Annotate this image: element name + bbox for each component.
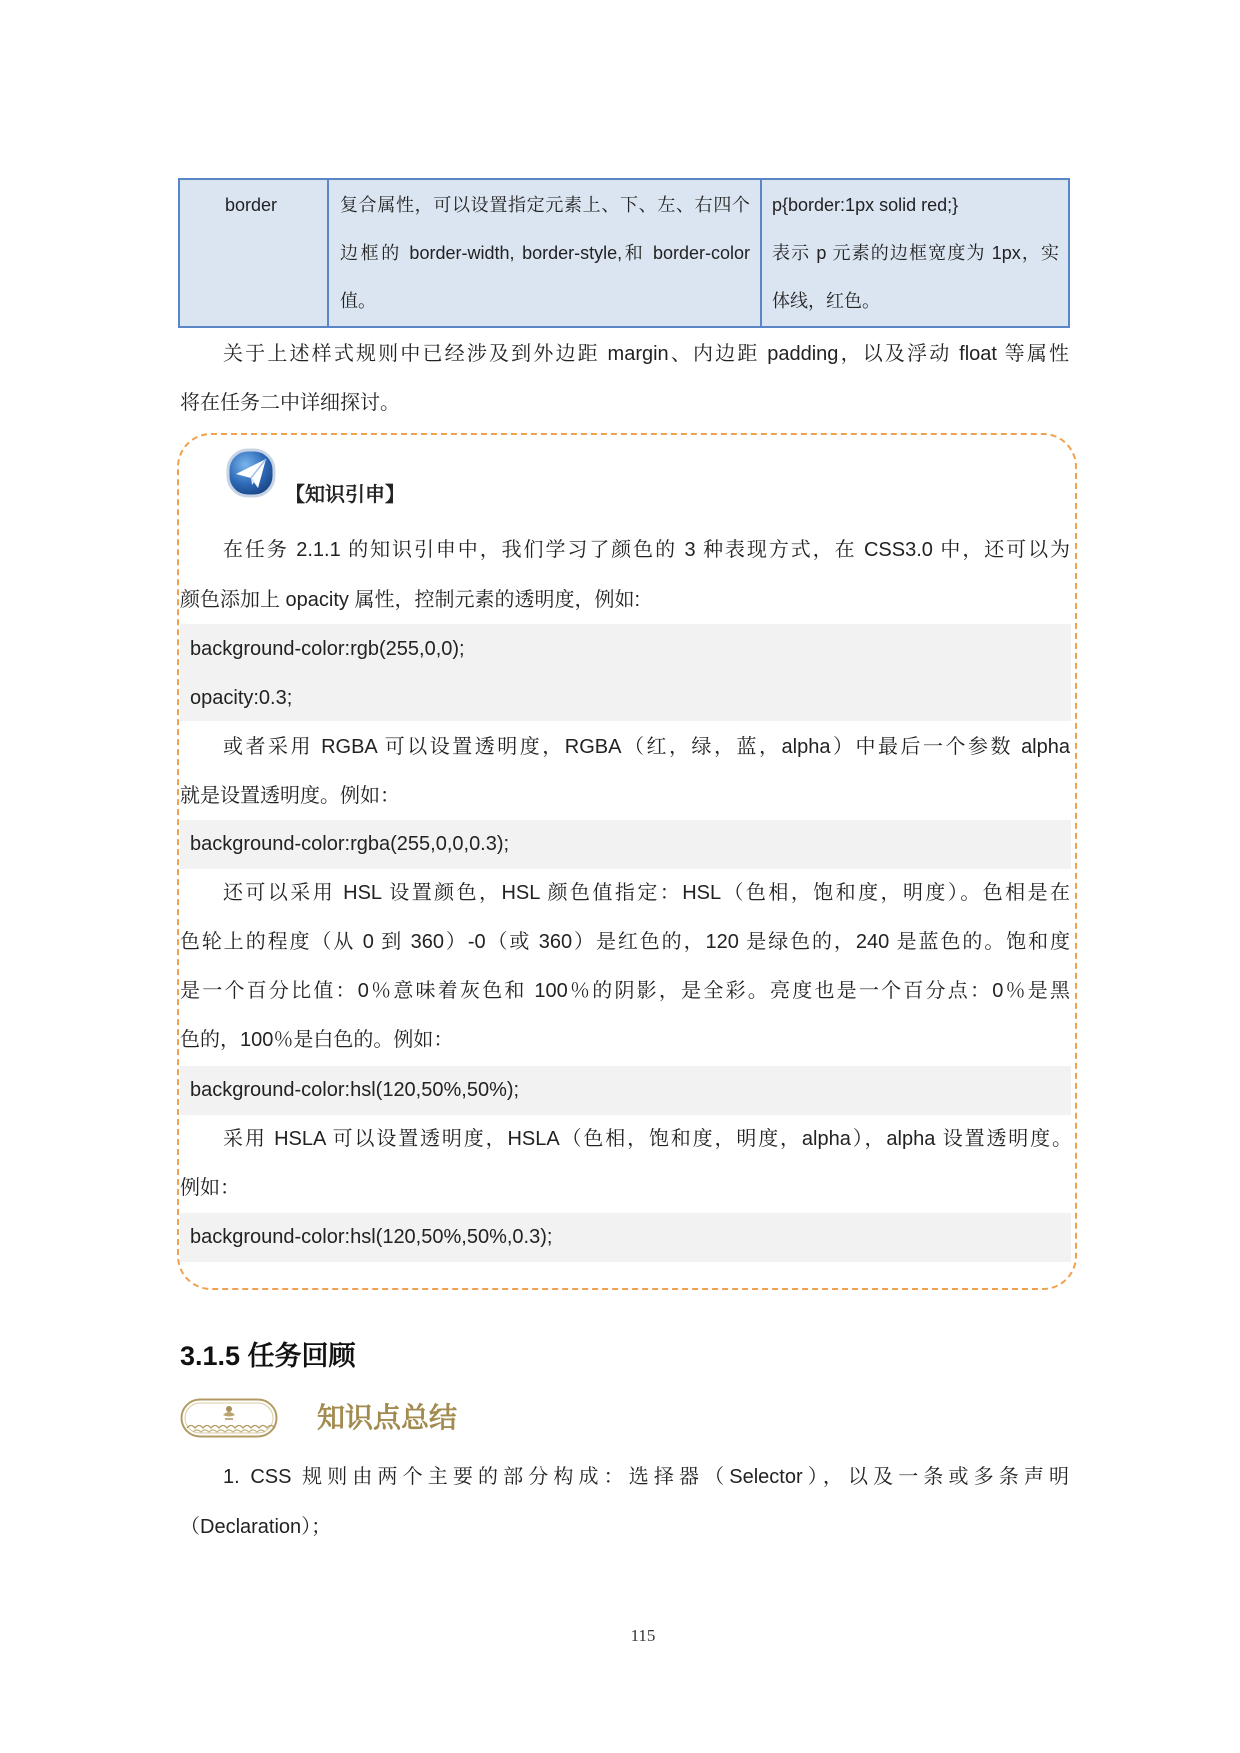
- extension-paragraph-line: 颜色添加上 opacity 属性，控制元素的透明度，例如:: [180, 589, 641, 611]
- extension-paragraph-line: 还可以采用 HSL 设置颜色，HSL 颜色值指定：HSL（色相，饱和度，明度）。色相是在: [223, 882, 1070, 904]
- extension-paragraph-line: 例如：: [180, 1177, 240, 1199]
- table-column-divider: [760, 180, 762, 326]
- paper-plane-icon: [225, 447, 277, 499]
- intro-paragraph-line: 关于上述样式规则中已经涉及到外边距 margin、内边距 padding，以及浮动 float 等属性: [223, 343, 1069, 365]
- summary-item-line: 1. CSS 规则由两个主要的部分构成：选择器（Selector），以及一条或多条声明: [223, 1466, 1069, 1488]
- extension-paragraph-line: 是一个百分比值：0％意味着灰色和 100％的阴影，是全彩。亮度也是一个百分点：0％是黑: [180, 980, 1070, 1002]
- code-line: background-color:hsl(120,50%,50%,0.3);: [190, 1226, 553, 1248]
- table-column-divider: [327, 180, 329, 326]
- knowledge-extension-title: 【知识引申】: [285, 484, 405, 506]
- code-line: background-color:rgb(255,0,0);: [190, 638, 465, 660]
- page-number: 115: [630, 1626, 656, 1645]
- table-example-line: 体线，红色。: [772, 291, 880, 311]
- extension-paragraph-line: 色轮上的程度（从 0 到 360）-0（或 360）是红色的，120 是绿色的，240 是蓝色的。饱和度: [180, 931, 1070, 953]
- knowledge-summary-title: 知识点总结: [317, 1402, 458, 1433]
- code-line: background-color:rgba(255,0,0,0.3);: [190, 833, 510, 855]
- extension-paragraph-line: 在任务 2.1.1 的知识引申中，我们学习了颜色的 3 种表现方式，在 CSS3.0 中，还可以为: [223, 539, 1070, 561]
- section-heading: 3.1.5 任务回顾: [180, 1341, 356, 1371]
- code-line: background-color:hsl(120,50%,50%);: [190, 1079, 520, 1101]
- extension-paragraph-line: 采用 HSLA 可以设置透明度，HSLA（色相，饱和度，明度，alpha），alpha 设置透明度。: [223, 1128, 1072, 1150]
- table-example-line: 表示 p 元素的边框宽度为 1px，实: [772, 243, 1059, 263]
- table-example-line: p{border:1px solid red;}: [772, 195, 959, 215]
- intro-paragraph-line: 将在任务二中详细探讨。: [180, 392, 400, 414]
- code-line: opacity:0.3;: [190, 687, 293, 709]
- extension-paragraph-line: 色的，100％是白色的。例如：: [180, 1029, 454, 1051]
- table-description-line: 值。: [340, 291, 376, 311]
- knowledge-banner-icon: [180, 1398, 278, 1438]
- table-description-line: 复合属性，可以设置指定元素上、下、左、右四个: [340, 195, 750, 215]
- extension-paragraph-line: 或者采用 RGBA 可以设置透明度，RGBA（红，绿，蓝，alpha）中最后一个参数 alpha: [223, 736, 1070, 758]
- table-description-line: 边框的 border-width, border-style,和 border-color: [340, 243, 750, 263]
- table-property-name: border: [225, 195, 278, 215]
- summary-item-line: （Declaration）；: [180, 1516, 332, 1538]
- extension-paragraph-line: 就是设置透明度。例如：: [180, 785, 400, 807]
